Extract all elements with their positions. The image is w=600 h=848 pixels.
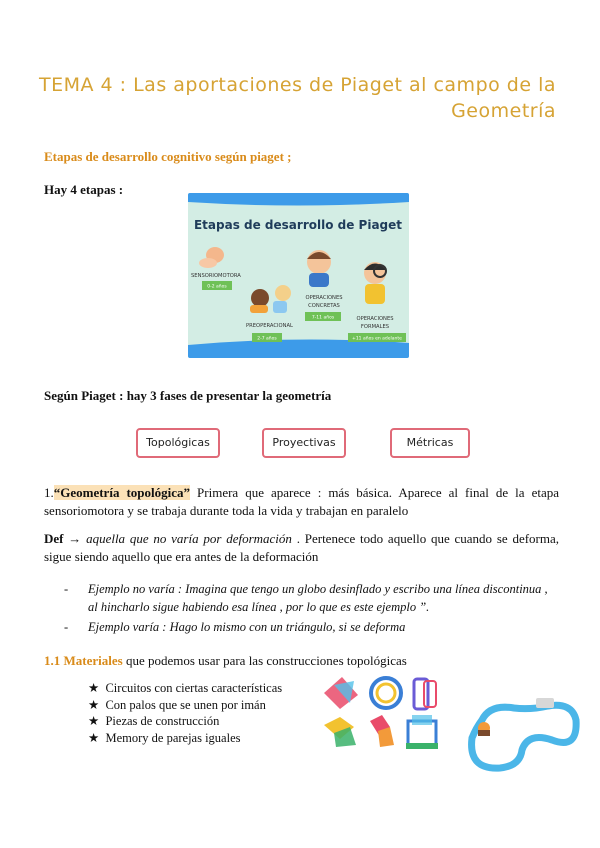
term-geometria-topologica: “Geometría topológica” <box>53 485 191 500</box>
materiales-paragraph: 1.1 Materiales que podemos usar para las construcciones topológicas <box>44 653 407 668</box>
materials-list <box>88 680 282 746</box>
example-no-varia: - Ejemplo no varía : Imagina que tengo un globo desinflado y escribo una línea discontinua , al hincharlo sigue habiendo esa línea , por lo que es este ejemplo ”. <box>64 582 548 614</box>
star-icon: ★ <box>88 697 100 712</box>
paragraph-definicion: Def → aquella que no varía por deformación . Pertenece todo aquello que cuando se deforma, sigue siendo aquello que era antes de la deformación <box>44 531 559 564</box>
stage-age-formales: +11 años en adelante <box>352 336 402 342</box>
stage-label-concretas: OPERACIONES <box>305 295 343 301</box>
stage-label-sensoriomotora: SENSORIOMOTORA <box>191 273 241 279</box>
banner-title: Etapas de desarrollo de Piaget <box>193 218 403 232</box>
fase-proyectivas: Proyectivas <box>262 428 346 458</box>
piaget-stages-illustration <box>188 193 409 358</box>
piaget-stages-banner <box>188 193 409 358</box>
fases-diagram <box>128 422 472 464</box>
stage-age-concretas: 7-11 años <box>311 315 335 321</box>
hay-etapas-label: Hay 4 etapas : <box>44 182 124 197</box>
page-title: TEMA 4 : Las aportaciones de Piaget al campo de la Geometría <box>38 74 556 122</box>
fases-heading: Según Piaget : hay 3 fases de presentar la geometría <box>44 388 332 403</box>
magnetic-pieces-image <box>320 675 445 755</box>
paragraph-geometria-topologica: 1.“Geometría topológica” Primera que aparece : más básica. Aparece al final de la etapa sensoriomotora y se trabaja durante toda la vida y trabajan en paralelo <box>44 485 559 518</box>
fase-topologicas: Topológicas <box>136 428 220 458</box>
list-item: ★ Con palos que se unen por imán <box>88 697 266 712</box>
svg-text:FORMALES: FORMALES <box>360 324 390 330</box>
circuit-track-image <box>460 690 590 780</box>
materiales-heading: 1.1 Materiales <box>44 653 123 668</box>
example-varia: - Ejemplo varía : Hago lo mismo con un triángulo, si se deforma <box>64 620 406 634</box>
stage-label-preoperacional: PREOPERACIONAL <box>246 323 293 329</box>
star-icon: ★ <box>88 714 100 728</box>
stage-age-preoperacional: 2-7 años <box>257 336 277 342</box>
svg-text:CONCRETAS: CONCRETAS <box>308 303 340 309</box>
stage-label-formales: OPERACIONES <box>356 316 394 322</box>
list-item: ★ Memory de parejas iguales <box>88 730 241 745</box>
star-icon: ★ <box>88 730 100 745</box>
list-item: ★ Circuitos con ciertas características <box>88 681 283 695</box>
stage-age-sensoriomotora: 0-2 años <box>207 284 227 290</box>
list-item: ★ Piezas de construcción <box>88 714 220 728</box>
star-icon: ★ <box>88 681 100 695</box>
etapas-heading: Etapas de desarrollo cognitivo según piaget ; <box>44 149 292 164</box>
fase-metricas: Métricas <box>390 428 470 458</box>
